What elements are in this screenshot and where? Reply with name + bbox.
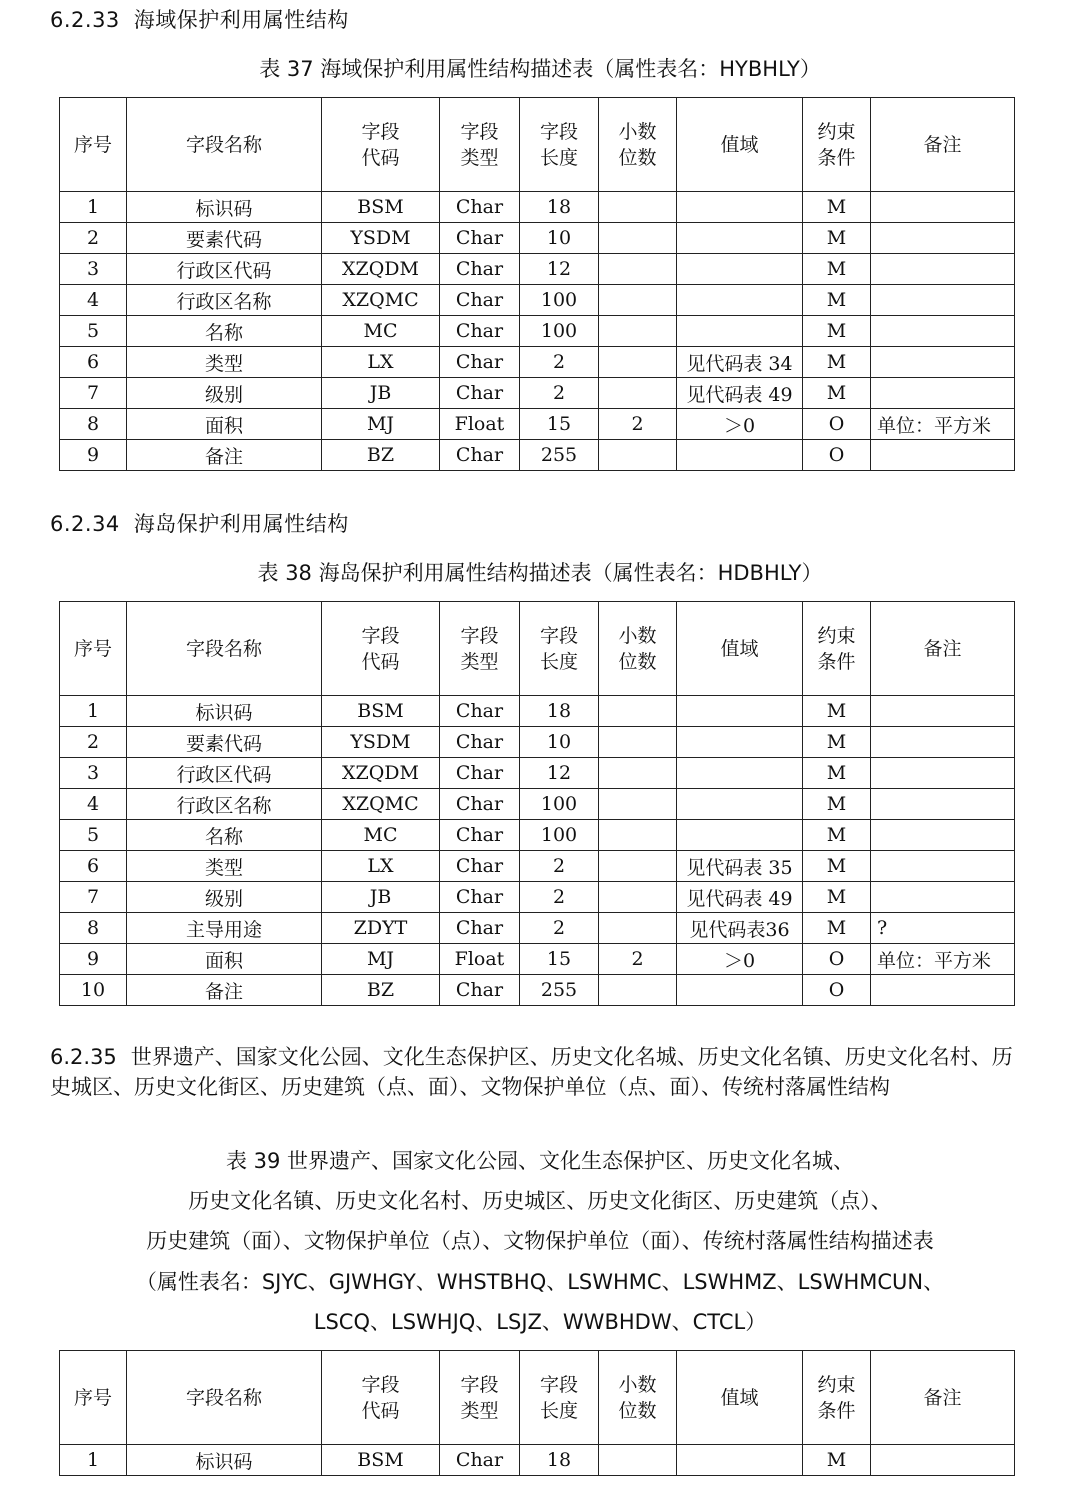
cell-seq: 2 [60,223,127,254]
table-row [60,254,1015,285]
cell-field-code: ZDYT [322,913,440,944]
cell-field-name: 级别 [127,378,322,409]
cell-remarks [871,789,1015,820]
header-field-name: 字段名称 [127,1351,322,1445]
table-row [60,378,1015,409]
cell-constraint: M [803,913,871,944]
cell-field-name: 行政区名称 [127,285,322,316]
cell-decimal-places [599,696,677,727]
cell-remarks [871,254,1015,285]
cell-remarks [871,820,1015,851]
cell-remarks [871,727,1015,758]
header-value-domain: 值域 [677,98,803,192]
cell-field-length: 12 [520,254,599,285]
cell-decimal-places [599,789,677,820]
section-heading-6-2-34 [50,508,349,538]
table-row [60,192,1015,223]
header-field-type: 字段 类型 [440,602,520,696]
cell-remarks [871,378,1015,409]
table-row [60,758,1015,789]
cell-value-domain: 见代码表 34 [677,347,803,378]
table-header-row [60,98,1015,192]
cell-value-domain: 见代码表 49 [677,882,803,913]
cell-field-type: Char [440,820,520,851]
table-39-caption-line-5: LSCQ、LSWHJQ、LSJZ、WWBHDW、CTCL） [313,1310,767,1334]
cell-decimal-places [599,285,677,316]
cell-value-domain [677,696,803,727]
cell-field-name: 标识码 [127,192,322,223]
cell-field-length: 15 [520,944,599,975]
cell-seq: 6 [60,851,127,882]
header-field-code: 字段 代码 [322,1351,440,1445]
cell-field-name: 类型 [127,347,322,378]
cell-value-domain [677,254,803,285]
cell-constraint: M [803,316,871,347]
cell-field-type: Char [440,851,520,882]
table-header-row [60,602,1015,696]
cell-value-domain [677,440,803,471]
section-title: 海域保护利用属性结构 [133,8,349,32]
cell-field-name: 面积 [127,409,322,440]
cell-field-length: 2 [520,913,599,944]
cell-value-domain [677,727,803,758]
cell-field-code: XZQDM [322,254,440,285]
cell-seq: 4 [60,789,127,820]
cell-field-name: 行政区名称 [127,789,322,820]
cell-field-name: 要素代码 [127,223,322,254]
cell-field-type: Char [440,882,520,913]
cell-decimal-places [599,378,677,409]
header-decimal-places: 小数 位数 [599,98,677,192]
cell-field-code: LX [322,347,440,378]
cell-field-code: MJ [322,409,440,440]
cell-value-domain [677,789,803,820]
cell-field-length: 255 [520,975,599,1006]
cell-constraint: M [803,882,871,913]
cell-decimal-places [599,1445,677,1476]
cell-field-type: Char [440,727,520,758]
cell-field-type: Char [440,285,520,316]
header-field-name: 字段名称 [127,602,322,696]
cell-field-length: 18 [520,1445,599,1476]
table-row [60,913,1015,944]
cell-field-name: 标识码 [127,1445,322,1476]
cell-remarks: ? [871,913,1015,944]
cell-remarks [871,758,1015,789]
header-seq: 序号 [60,602,127,696]
cell-field-code: BZ [322,975,440,1006]
cell-value-domain [677,285,803,316]
section-number: 6.2.33 [50,8,120,32]
cell-seq: 1 [60,696,127,727]
table-39-caption-line-2: 历史文化名镇、历史文化名村、历史城区、历史文化街区、历史建筑（点）、 [188,1189,892,1213]
cell-field-length: 100 [520,820,599,851]
cell-field-type: Char [440,696,520,727]
cell-field-length: 2 [520,882,599,913]
cell-constraint: O [803,944,871,975]
header-field-length: 字段 长度 [520,602,599,696]
cell-remarks [871,1445,1015,1476]
cell-field-name: 名称 [127,820,322,851]
cell-field-type: Char [440,223,520,254]
cell-decimal-places: 2 [599,944,677,975]
header-field-length: 字段 长度 [520,98,599,192]
section-title: 世界遗产、国家文化公园、文化生态保护区、历史文化名城、历史文化名镇、历史文化名村、历史城区、历史文化街区、历史建筑（点、面）、文物保护单位（点、面）、传统村落属性结构 [50,1045,1013,1099]
cell-remarks [871,696,1015,727]
cell-field-type: Char [440,440,520,471]
table-37 [59,97,1015,471]
cell-field-type: Char [440,913,520,944]
header-remarks: 备注 [871,98,1015,192]
cell-field-name: 标识码 [127,696,322,727]
table-row [60,347,1015,378]
cell-value-domain [677,223,803,254]
header-field-code: 字段 代码 [322,98,440,192]
cell-value-domain [677,316,803,347]
cell-field-length: 10 [520,727,599,758]
table-header-row [60,1351,1015,1445]
cell-seq: 9 [60,944,127,975]
cell-field-name: 备注 [127,440,322,471]
cell-remarks [871,975,1015,1006]
table-39 [59,1350,1015,1476]
cell-constraint: M [803,696,871,727]
cell-constraint: M [803,1445,871,1476]
table-37-caption: 表 37 海域保护利用属性结构描述表（属性表名：HYBHLY） [259,57,821,81]
cell-field-code: BSM [322,696,440,727]
table-row [60,1445,1015,1476]
cell-value-domain [677,192,803,223]
cell-seq: 7 [60,378,127,409]
header-constraint: 约束 条件 [803,98,871,192]
cell-seq: 3 [60,254,127,285]
cell-decimal-places: 2 [599,409,677,440]
table-row [60,882,1015,913]
cell-field-length: 18 [520,192,599,223]
cell-decimal-places [599,758,677,789]
cell-value-domain: ＞0 [677,409,803,440]
cell-seq: 7 [60,882,127,913]
cell-field-name: 面积 [127,944,322,975]
cell-decimal-places [599,882,677,913]
cell-field-name: 要素代码 [127,727,322,758]
cell-remarks [871,285,1015,316]
table-38 [59,601,1015,1006]
cell-remarks [871,192,1015,223]
table-38-caption: 表 38 海岛保护利用属性结构描述表（属性表名：HDBHLY） [257,561,823,585]
cell-constraint: M [803,378,871,409]
table-row [60,975,1015,1006]
cell-remarks [871,223,1015,254]
table-row [60,223,1015,254]
cell-value-domain [677,820,803,851]
table-row [60,727,1015,758]
cell-field-length: 2 [520,347,599,378]
cell-field-type: Char [440,192,520,223]
cell-field-code: MC [322,820,440,851]
cell-field-code: XZQDM [322,758,440,789]
table-39-caption-line-1: 表 39 世界遗产、国家文化公园、文化生态保护区、历史文化名城、 [225,1149,855,1173]
cell-field-type: Float [440,944,520,975]
cell-decimal-places [599,851,677,882]
cell-field-length: 255 [520,440,599,471]
cell-constraint: M [803,254,871,285]
cell-field-code: XZQMC [322,789,440,820]
cell-field-length: 2 [520,851,599,882]
cell-decimal-places [599,316,677,347]
cell-field-name: 名称 [127,316,322,347]
cell-field-code: JB [322,378,440,409]
cell-remarks: 单位：平方米 [871,409,1015,440]
header-field-length: 字段 长度 [520,1351,599,1445]
cell-seq: 6 [60,347,127,378]
cell-field-length: 18 [520,696,599,727]
cell-seq: 1 [60,1445,127,1476]
cell-field-name: 备注 [127,975,322,1006]
cell-field-code: LX [322,851,440,882]
cell-constraint: O [803,409,871,440]
cell-constraint: M [803,347,871,378]
cell-decimal-places [599,820,677,851]
cell-decimal-places [599,223,677,254]
table-row [60,944,1015,975]
table-39-caption-line-3: 历史建筑（面）、文物保护单位（点）、文物保护单位（面）、传统村落属性结构描述表 [146,1229,934,1253]
cell-seq: 2 [60,727,127,758]
table-39-caption-line-4: （属性表名：SJYC、GJWHGY、WHSTBHQ、LSWHMC、LSWHMZ、LSWHMCUN、 [135,1270,945,1294]
cell-remarks [871,316,1015,347]
cell-field-type: Char [440,975,520,1006]
header-value-domain: 值域 [677,1351,803,1445]
table-row [60,789,1015,820]
cell-value-domain: 见代码表 49 [677,378,803,409]
cell-value-domain: 见代码表 35 [677,851,803,882]
cell-field-length: 12 [520,758,599,789]
cell-constraint: M [803,820,871,851]
cell-field-name: 主导用途 [127,913,322,944]
cell-constraint: M [803,851,871,882]
cell-field-code: YSDM [322,727,440,758]
cell-field-type: Char [440,254,520,285]
cell-value-domain [677,975,803,1006]
cell-field-code: JB [322,882,440,913]
cell-remarks [871,347,1015,378]
cell-constraint: O [803,975,871,1006]
cell-field-length: 100 [520,285,599,316]
cell-seq: 5 [60,316,127,347]
header-field-type: 字段 类型 [440,98,520,192]
cell-constraint: M [803,285,871,316]
cell-field-code: XZQMC [322,285,440,316]
cell-field-code: YSDM [322,223,440,254]
cell-seq: 1 [60,192,127,223]
cell-field-name: 类型 [127,851,322,882]
cell-value-domain: ＞0 [677,944,803,975]
cell-field-code: BSM [322,1445,440,1476]
header-remarks: 备注 [871,1351,1015,1445]
cell-constraint: O [803,440,871,471]
cell-field-name: 级别 [127,882,322,913]
cell-seq: 3 [60,758,127,789]
cell-decimal-places [599,192,677,223]
cell-remarks [871,882,1015,913]
cell-field-code: BSM [322,192,440,223]
cell-field-length: 100 [520,789,599,820]
cell-field-name: 行政区代码 [127,758,322,789]
cell-field-length: 15 [520,409,599,440]
table-row [60,440,1015,471]
header-remarks: 备注 [871,602,1015,696]
cell-decimal-places [599,254,677,285]
table-row [60,316,1015,347]
cell-field-type: Char [440,1445,520,1476]
cell-seq: 4 [60,285,127,316]
cell-seq: 9 [60,440,127,471]
cell-constraint: M [803,192,871,223]
cell-decimal-places [599,913,677,944]
header-constraint: 约束 条件 [803,602,871,696]
cell-seq: 8 [60,409,127,440]
header-constraint: 约束 条件 [803,1351,871,1445]
cell-constraint: M [803,758,871,789]
cell-constraint: M [803,223,871,254]
cell-field-type: Float [440,409,520,440]
cell-field-type: Char [440,758,520,789]
header-value-domain: 值域 [677,602,803,696]
cell-decimal-places [599,440,677,471]
cell-decimal-places [599,727,677,758]
cell-constraint: M [803,789,871,820]
table-row [60,696,1015,727]
section-number: 6.2.35 [50,1045,117,1069]
cell-field-length: 2 [520,378,599,409]
cell-field-type: Char [440,789,520,820]
cell-field-length: 10 [520,223,599,254]
header-field-type: 字段 类型 [440,1351,520,1445]
section-number: 6.2.34 [50,512,120,536]
header-decimal-places: 小数 位数 [599,602,677,696]
cell-field-name: 行政区代码 [127,254,322,285]
cell-constraint: M [803,727,871,758]
table-row [60,409,1015,440]
header-decimal-places: 小数 位数 [599,1351,677,1445]
cell-value-domain [677,1445,803,1476]
cell-field-code: MC [322,316,440,347]
section-heading-6-2-35 [50,1042,1030,1102]
cell-field-length: 100 [520,316,599,347]
cell-remarks [871,851,1015,882]
cell-decimal-places [599,975,677,1006]
cell-field-type: Char [440,347,520,378]
table-row [60,285,1015,316]
header-field-name: 字段名称 [127,98,322,192]
header-field-code: 字段 代码 [322,602,440,696]
cell-field-code: BZ [322,440,440,471]
cell-field-type: Char [440,316,520,347]
table-row [60,820,1015,851]
cell-seq: 8 [60,913,127,944]
section-heading-6-2-33 [50,4,349,34]
cell-seq: 5 [60,820,127,851]
cell-decimal-places [599,347,677,378]
cell-field-type: Char [440,378,520,409]
cell-value-domain [677,758,803,789]
cell-remarks [871,440,1015,471]
cell-remarks: 单位：平方米 [871,944,1015,975]
cell-value-domain: 见代码表36 [677,913,803,944]
header-seq: 序号 [60,98,127,192]
table-row [60,851,1015,882]
cell-field-code: MJ [322,944,440,975]
section-title: 海岛保护利用属性结构 [133,512,349,536]
header-seq: 序号 [60,1351,127,1445]
cell-seq: 10 [60,975,127,1006]
